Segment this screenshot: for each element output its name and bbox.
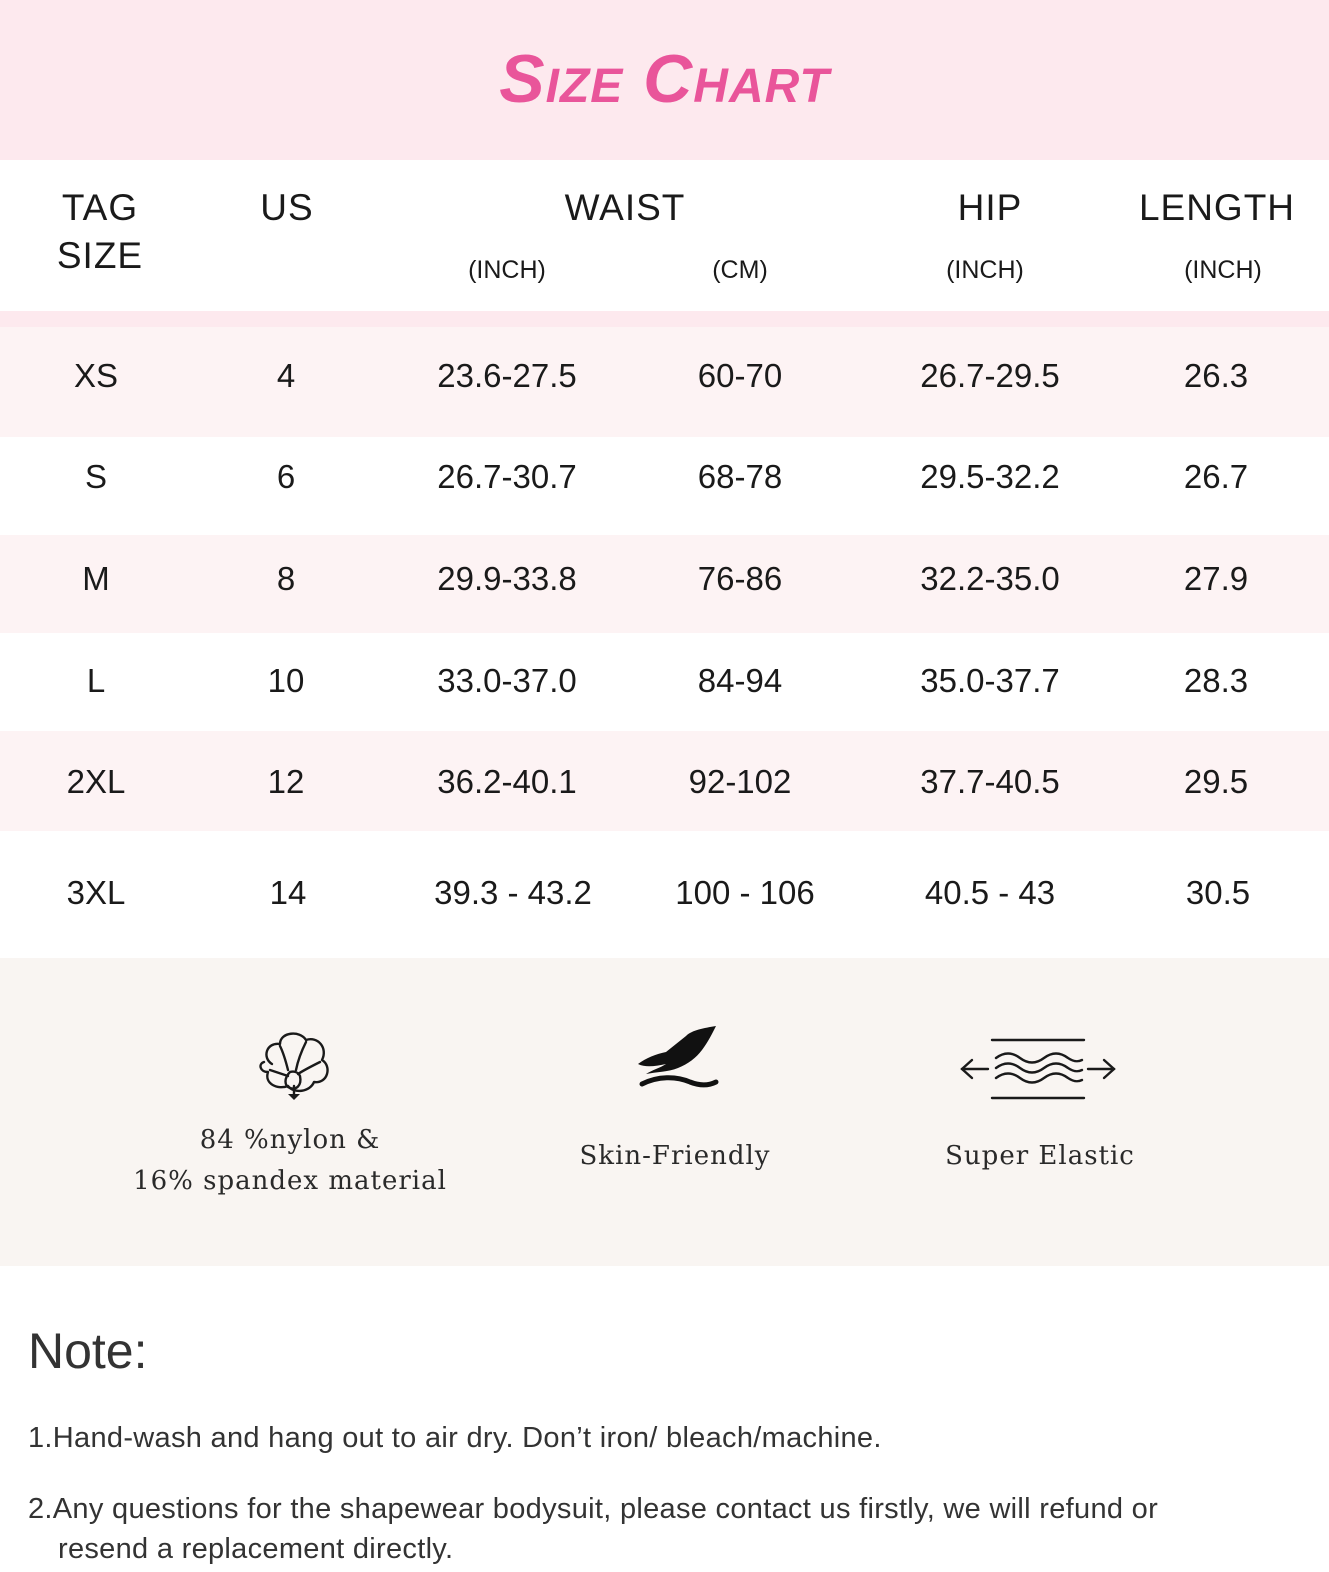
- cell-waist-inch: 39.3 - 43.2: [434, 874, 592, 911]
- cell-tag: 3XL: [66, 874, 126, 911]
- cell-length: 26.7: [1183, 458, 1249, 495]
- cell-waist-cm: 84-94: [697, 662, 783, 699]
- elastic-icon: [956, 1036, 1120, 1104]
- cell-length: 26.3: [1183, 357, 1249, 394]
- page-title: Size Chart: [499, 41, 830, 117]
- feature-material: [110, 1120, 470, 1202]
- feature-skin-friendly: Skin-Friendly: [579, 1141, 771, 1171]
- header-tag-size-line2: SIZE: [56, 235, 144, 276]
- cell-waist-cm: 92-102: [688, 763, 792, 800]
- header-tag-size: [20, 184, 180, 280]
- cell-hip: 26.7-29.5: [920, 357, 1060, 394]
- header-hip: HIP: [957, 187, 1023, 228]
- note-item-2-line1: 2.Any questions for the shapewear bodysuit, please contact us firstly, we will refund or: [28, 1493, 1159, 1525]
- cell-us: 4: [276, 357, 296, 394]
- cell-tag: S: [84, 458, 107, 495]
- cell-tag: L: [86, 662, 106, 699]
- features-panel: [0, 958, 1329, 1266]
- header-us: US: [260, 187, 314, 228]
- cell-waist-inch: 26.7-30.7: [437, 458, 577, 495]
- feature-super-elastic: Super Elastic: [945, 1141, 1135, 1171]
- note-item-2-line2: resend a replacement directly.: [58, 1533, 454, 1565]
- cell-length: 29.5: [1183, 763, 1249, 800]
- cell-waist-cm: 60-70: [697, 357, 783, 394]
- header-tag-size-line1: TAG: [61, 187, 139, 228]
- cell-hip: 35.0-37.7: [920, 662, 1060, 699]
- cell-us: 10: [267, 662, 305, 699]
- table-row: [0, 437, 1329, 535]
- cell-length: 30.5: [1185, 874, 1251, 911]
- header-length: LENGTH: [1138, 187, 1296, 228]
- cell-tag: XS: [73, 357, 119, 394]
- cell-waist-cm: 100 - 106: [675, 874, 815, 911]
- cell-waist-inch: 36.2-40.1: [437, 763, 577, 800]
- table-row: [0, 535, 1329, 633]
- note-title: Note:: [28, 1323, 148, 1379]
- cell-us: 14: [269, 874, 307, 911]
- cell-hip: 37.7-40.5: [920, 763, 1060, 800]
- cell-us: 8: [276, 560, 296, 597]
- unit-waist-inch: (INCH): [468, 256, 546, 284]
- cell-length: 28.3: [1183, 662, 1249, 699]
- table-row: [0, 831, 1329, 931]
- cotton-icon: [250, 1028, 336, 1102]
- note-item-1: 1.Hand-wash and hang out to air dry. Don’t iron/ bleach/machine.: [28, 1422, 882, 1454]
- note-item-2: [28, 1489, 1308, 1569]
- cell-us: 6: [276, 458, 296, 495]
- table-row: [0, 327, 1329, 437]
- table-row: [0, 633, 1329, 731]
- cell-waist-cm: 76-86: [697, 560, 783, 597]
- header-waist: WAIST: [564, 187, 686, 228]
- unit-waist-cm: (CM): [712, 256, 768, 284]
- unit-hip: (INCH): [946, 256, 1024, 284]
- cell-hip: 29.5-32.2: [920, 458, 1060, 495]
- hand-icon: [632, 1024, 724, 1096]
- feature-material-line1: 84 %nylon &: [199, 1125, 381, 1155]
- cell-length: 27.9: [1183, 560, 1249, 597]
- cell-waist-cm: 68-78: [697, 458, 783, 495]
- unit-length: (INCH): [1184, 256, 1262, 284]
- cell-tag: M: [82, 560, 110, 597]
- table-row: [0, 731, 1329, 831]
- header-separator: [0, 311, 1329, 327]
- cell-waist-inch: 33.0-37.0: [437, 662, 577, 699]
- cell-hip: 32.2-35.0: [920, 560, 1060, 597]
- cell-waist-inch: 29.9-33.8: [437, 560, 577, 597]
- cell-us: 12: [267, 763, 305, 800]
- feature-material-line2: 16% spandex material: [133, 1166, 447, 1196]
- cell-tag: 2XL: [66, 763, 126, 800]
- cell-waist-inch: 23.6-27.5: [437, 357, 577, 394]
- cell-hip: 40.5 - 43: [924, 874, 1056, 911]
